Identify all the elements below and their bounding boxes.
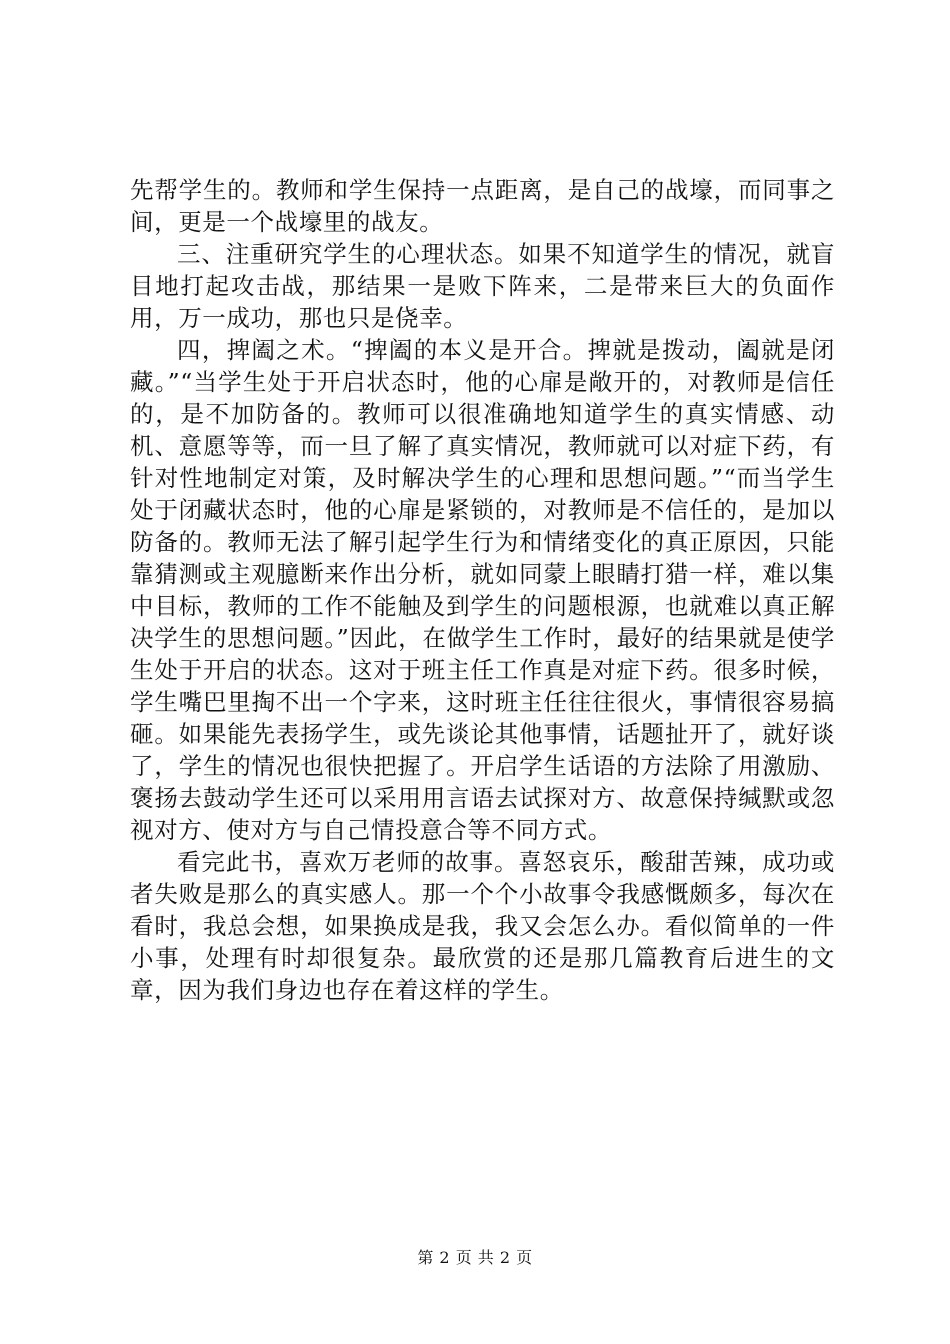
paragraph-section-three: 三、注重研究学生的心理状态。如果不知道学生的情况，就盲目地打起攻击战，那结果一是败下阵来，二是带来巨大的负面作用，万一成功，那也只是侥幸。 — [130, 240, 835, 332]
paragraph-section-four: 四，捭阖之术。“捭阖的本义是开合。捭就是拨动，阖就是闭藏。”“当学生处于开启状态时，他的心扉是敞开的，对教师是信任的，是不加防备的。教师可以很准确地知道学生的真实情感、动机、意愿等等，而一旦了解了真实情况，教师就可以对症下药，有针对性地制定对策，及时解决学生的心理和思想问题。”“而当学生处于闭藏状态时，他的心扉是紧锁的，对教师是不信任的，是加以防备的。教师无法了解引起学生行为和情绪变化的真正原因，只能靠猜测或主观臆断来作出分析，就如同蒙上眼睛打猎一样，难以集中目标，教师的工作不能触及到学生的问题根源，也就难以真正解决学生的思想问题。”因此，在做学生工作时，最好的结果就是使学生处于开启的状态。这对于班主任工作真是对症下药。很多时候，学生嘴巴里掏不出一个字来，这时班主任往往很火，事情很容易搞砸。如果能先表扬学生，或先谈论其他事情，话题扯开了，就好谈了，学生的情况也很快把握了。开启学生话语的方法除了用激励、褒扬去鼓动学生还可以采用用言语去试探对方、故意保持缄默或忽视对方、使对方与自己情投意合等不同方式。 — [130, 336, 835, 844]
document-body — [130, 174, 835, 1006]
paragraph-continuation: 先帮学生的。教师和学生保持一点距离，是自己的战壕，而同事之间，更是一个战壕里的战友。 — [130, 176, 835, 236]
page-footer: 第 2 页 共 2 页 — [417, 1248, 533, 1267]
paragraph-conclusion: 看完此书，喜欢万老师的故事。喜怒哀乐，酸甜苦辣，成功或者失败是那么的真实感人。那一个个小故事令我感慨颇多，每次在看时，我总会想，如果换成是我，我又会怎么办。看似简单的一件小事，处理有时却很复杂。最欣赏的还是那几篇教育后进生的文章，因为我们身边也存在着这样的学生。 — [130, 848, 835, 1004]
